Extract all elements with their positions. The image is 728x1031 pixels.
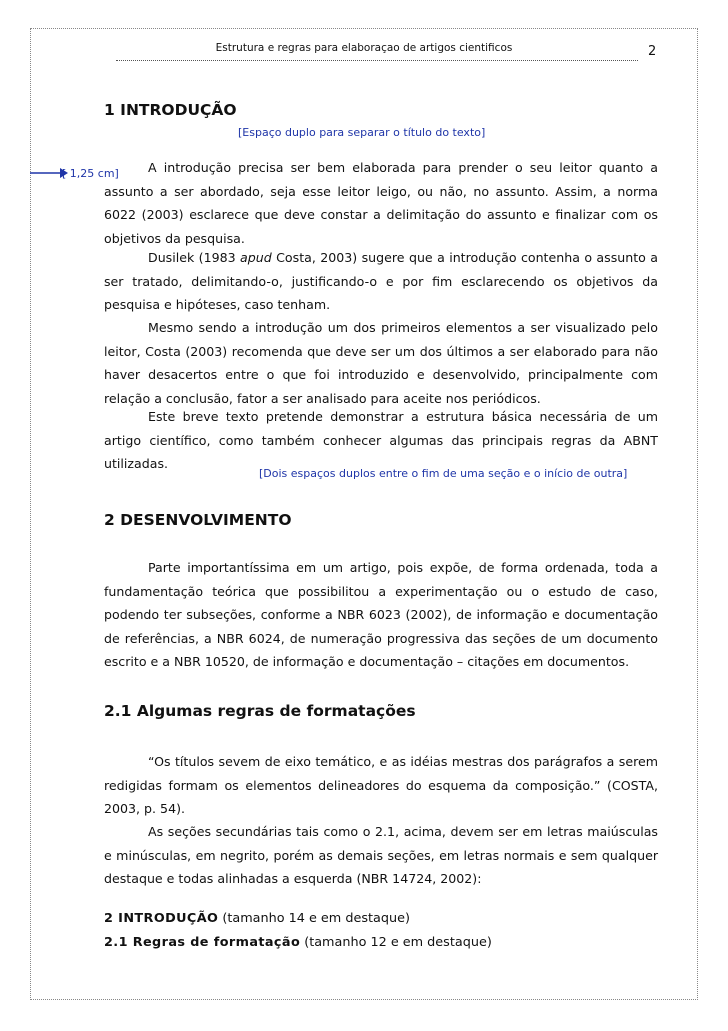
intro-paragraph-2 [104,246,658,317]
indent-margin-label: [ 1,25 cm] [62,167,119,180]
intro-paragraph-2-start: Dusilek (1983 [148,250,241,265]
intro-paragraph-2-end: Costa, 2003) sugere que a introdução contenha o assunto a ser tratado, delimitando-o, justificando-o e por fim esclarecendo os objetivos da pesquisa e hipóteses, caso tenham. [104,250,658,312]
intro-paragraph-1: A introdução precisa ser bem elaborada para prender o seu leitor quanto a assunto a ser abordado, seja esse leitor leigo, ou não, no assunto. Assim, a norma 6022 (2003) esclarece que deve constar a delimitação do assunto e finalizar com os objetivos da pesquisa. [104,160,658,246]
example-heading-2 [104,935,492,950]
section-1-heading: 1 INTRODUÇÃO [104,101,237,119]
example-heading-2-bold: 2.1 Regras de formatação [104,935,301,950]
example-heading-1-rest: (tamanho 14 e em destaque) [218,911,410,926]
section-2-1-heading: 2.1 Algumas regras de formatações [104,702,416,720]
example-heading-1-bold: 2 INTRODUÇÃO [104,911,219,926]
running-header-title: Estrutura e regras para elaboraçao de artigos cientificos [215,42,513,54]
spacing-note: [Espaço duplo para separar o título do texto] [238,126,486,139]
formatting-paragraph: As seções secundárias tais como o 2.1, acima, devem ser em letras maiúsculas e minúsculas, em negrito, porém as demais seções, em letras normais e sem qualquer destaque e todas alinhadas a esquerda (NBR 14724, 2002): [104,824,658,886]
page-number: 2 [648,44,657,59]
example-heading-1 [104,911,410,926]
quote-paragraph: “Os títulos sevem de eixo temático, e as idéias mestras dos parágrafos a serem redigidas formam os elementos delineadores do esquema da composição.” (COSTA, 2003, p. 54). [104,754,658,816]
section-spacing-note: [Dois espaços duplos entre o fim de uma seção e o início de outra] [259,467,628,480]
intro-paragraph-4: Este breve texto pretende demonstrar a estrutura básica necessária de um artigo científico, como também conhecer algumas das principais regras da ABNT utilizadas. [104,409,658,471]
intro-paragraph-3: Mesmo sendo a introdução um dos primeiros elementos a ser visualizado pelo leitor, Costa (2003) recomenda que deve ser um dos últimos a ser elaborado para não haver desacertos entre o que foi introduzido e desenvolvido, principalmente com relação a conclusão, fator a ser analisado para aceite nos periódicos. [104,320,658,406]
development-paragraph-1: Parte importantíssima em um artigo, pois expõe, de forma ordenada, toda a fundamentação teórica que possibilitou a experimentação ou o estudo de caso, podendo ter subseções, conforme a NBR 6023 (2002), de informação e documentação de referências, a NBR 6024, de numeração progressiva das seções de um documento escrito e a NBR 10520, de informação e documentação – citações em documentos. [104,560,658,669]
example-heading-2-rest: (tamanho 12 e em destaque) [300,935,492,950]
header-rule [116,60,638,61]
intro-paragraph-2-italic: apud [240,250,272,265]
section-2-heading: 2 DESENVOLVIMENTO [104,511,292,529]
